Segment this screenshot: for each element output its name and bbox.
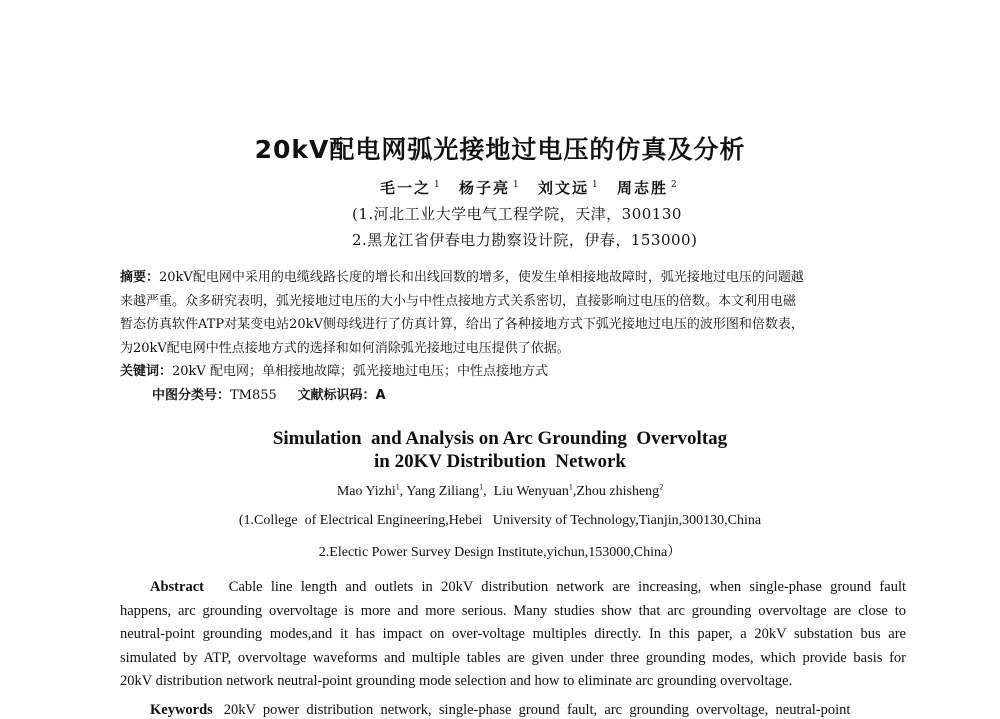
cls-value: TM855	[230, 388, 277, 403]
keywords-en-text: 20kV power distribution network, single-phase ground fault, arc grounding overvoltage, neutral-point	[223, 702, 851, 718]
author-en: Zhou zhisheng$^2$	[576, 482, 664, 499]
abstract-en-line: neutral-point grounding modes,and it has impact on over-voltage multiples directly. In this paper, a 20kV substation bus are	[120, 626, 906, 642]
abstract-cn-line: 暂态仿真软件ATP对某变电站20kV侧母线进行了仿真计算，给出了各种接地方式下弧光接地过电压的波形图和倍数表，	[120, 317, 804, 332]
authors-en	[0, 482, 1000, 500]
author-cn: 周志胜 $^2$	[616, 179, 679, 197]
keywords-cn	[120, 360, 548, 379]
affiliation-en-2: 2.Electic Power Survey Design Institute,yichun,153000,China）	[318, 545, 682, 560]
abstract-cn-label: 摘要：	[120, 270, 160, 285]
author-cn: 刘文远 $^1$	[537, 179, 600, 197]
abstract-en-line: simulated by ATP, overvoltage waveforms and multiple tables are given under three grounding modes, which provide basis for	[120, 649, 906, 666]
keywords-cn-label: 关键词：	[120, 364, 173, 379]
abstract-en-line: happens, arc grounding overvoltage is more and more serious. Many studies show that arc grounding overvoltage are close to	[120, 602, 906, 619]
abstract-cn	[120, 266, 910, 360]
affiliation-cn-1: (1.河北工业大学电气工程学院，天津，300130	[352, 205, 682, 223]
classification-cn	[152, 384, 386, 403]
keywords-en-label: Keywords	[150, 702, 213, 718]
abstract-en-line: Abstract Cable line length and outlets in 20kV distribution network are increasing, when single-phase ground fault	[150, 579, 906, 595]
doc-code-value: A	[375, 388, 386, 403]
abstract-cn-line: 来越严重。众多研究表明，弧光接地过电压的大小与中性点接地方式关系密切，直接影响过电压的倍数。本文利用电磁	[120, 293, 797, 309]
abstract-en-label: Abstract	[150, 579, 204, 595]
cls-label: 中图分类号：	[152, 388, 231, 403]
abstract-en-line: 20kV distribution network neutral-point grounding mode selection and how to eliminate arc grounding overvoltage.	[120, 673, 793, 689]
paper-title-cn: 20kV配电网弧光接地过电压的仿真及分析	[254, 135, 746, 164]
paper-title-en-line-2: in 20KV Distribution Network	[374, 451, 626, 472]
author-en: Yang Ziliang$^1$,	[406, 482, 494, 499]
keywords-cn-text: 20kV 配电网；单相接地故障；弧光接地过电压；中性点接地方式	[172, 364, 548, 379]
author-en: Mao Yizhi$^1$,	[336, 482, 407, 499]
doc-code-label: 文献标识码：	[297, 388, 376, 403]
abstract-cn-line: 摘要：20kV配电网中采用的电缆线路长度的增长和出线回数的增多，使发生单相接地故障时，弧光接地过电压的问题越	[120, 270, 804, 285]
abstract-en	[120, 576, 906, 694]
author-en: Liu Wenyuan$^1$,	[493, 482, 577, 499]
affiliation-cn-2: 2.黑龙江省伊春电力勘察设计院，伊春，153000)	[352, 231, 698, 249]
paper-title-en-line-1: Simulation and Analysis on Arc Grounding Overvoltag	[272, 428, 728, 449]
author-cn: 杨子亮 $^1$	[458, 179, 521, 197]
authors-cn	[380, 177, 689, 198]
affiliation-en-1: (1.College of Electrical Engineering,Hebei University of Technology,Tianjin,300130,China	[238, 513, 762, 528]
abstract-cn-line: 为20kV配电网中性点接地方式的选择和如何消除弧光接地过电压提供了依据。	[120, 340, 570, 356]
author-cn: 毛一之 $^1$	[380, 179, 442, 197]
keywords-en	[150, 702, 850, 719]
